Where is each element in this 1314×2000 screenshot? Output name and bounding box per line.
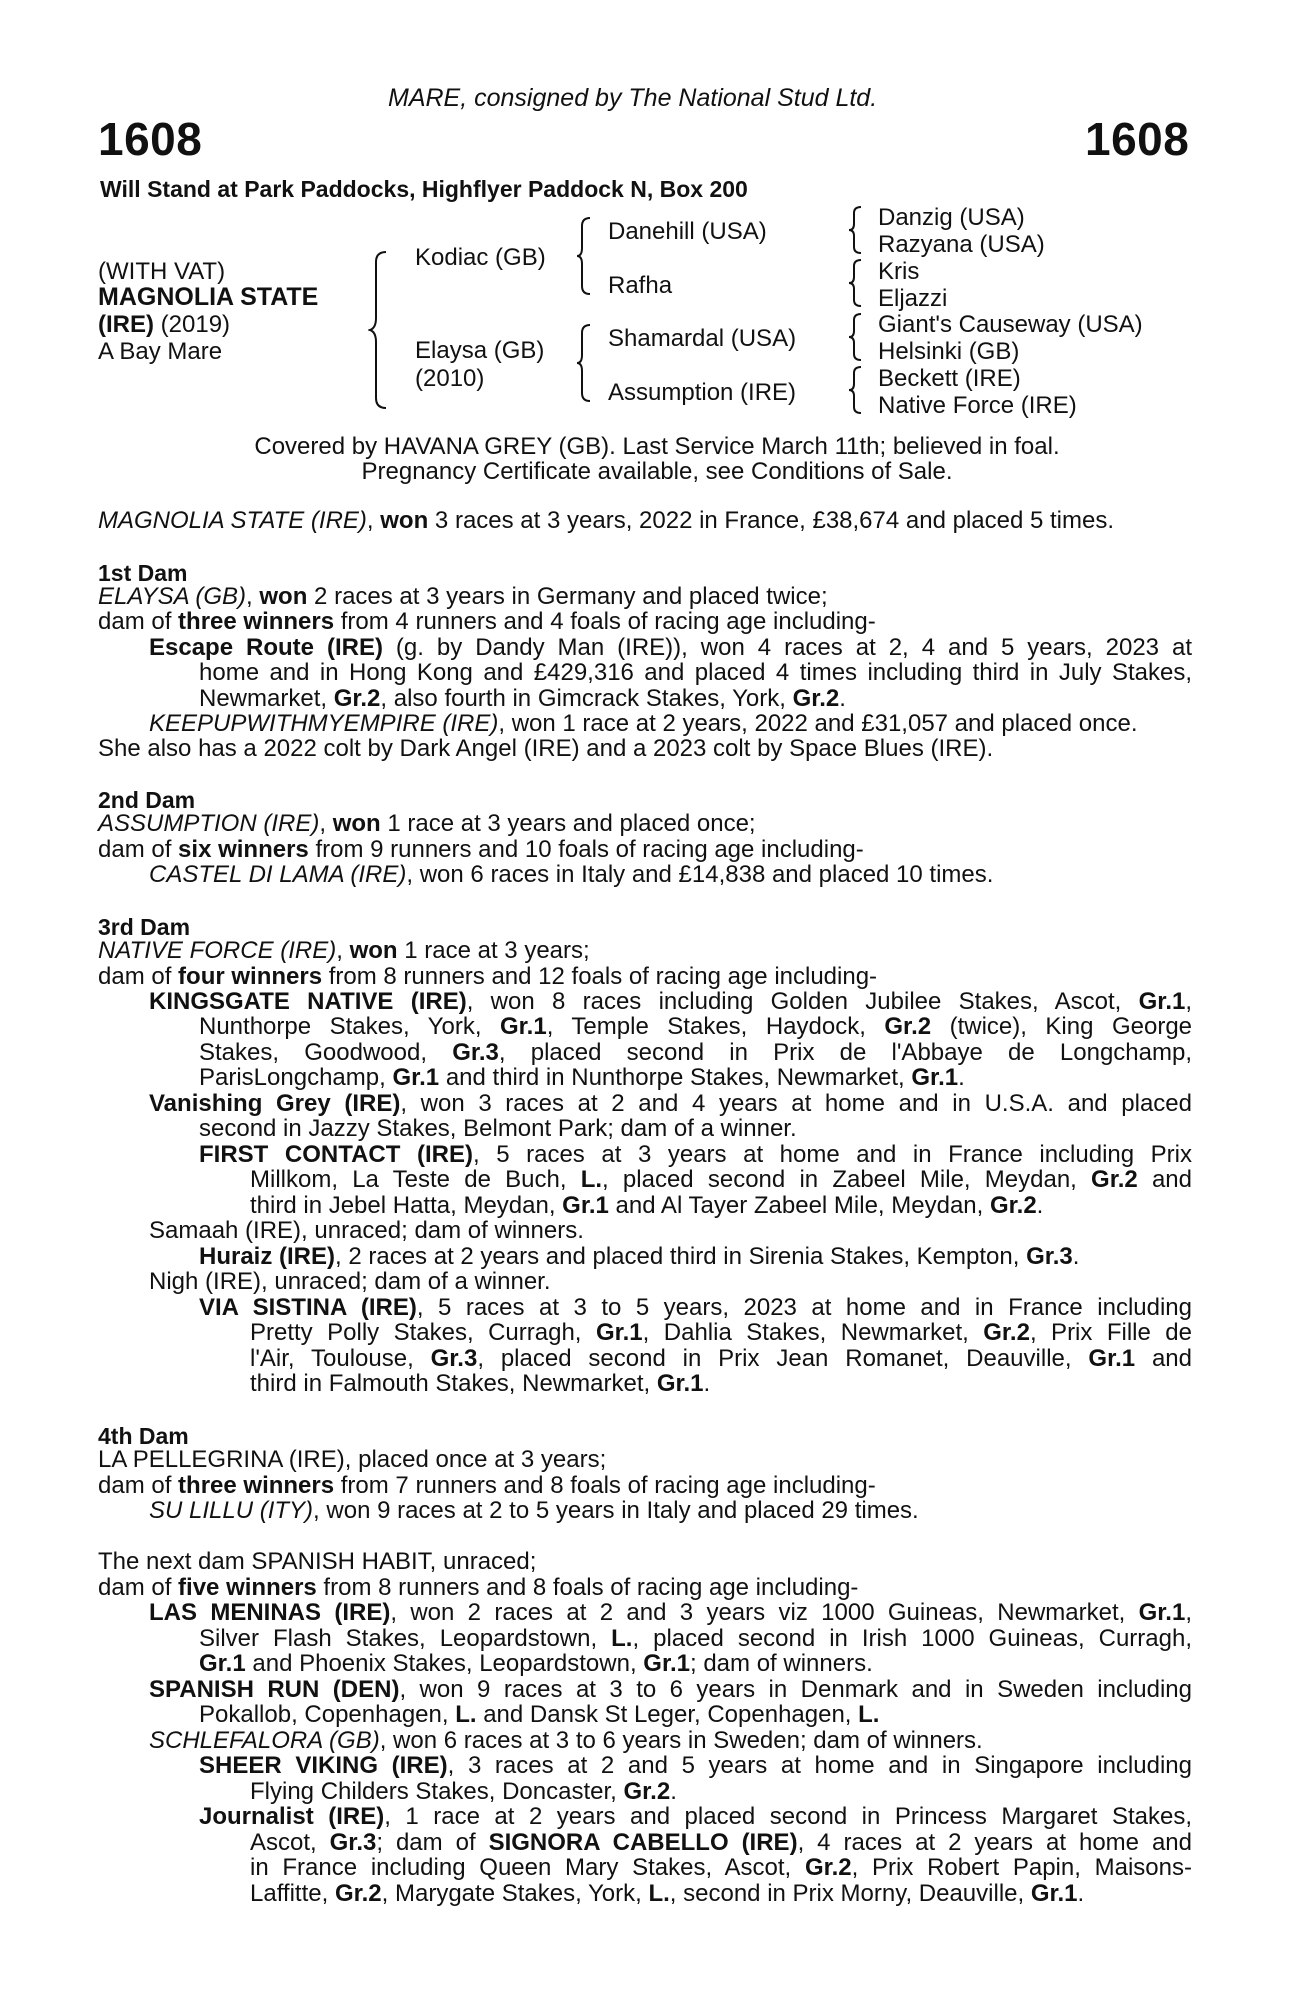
- dam3-line2: dam of four winners from 8 runners and 12 foals of racing age including-: [98, 963, 878, 990]
- dam1-also-line: She also has a 2022 colt by Dark Angel (IRE) and a 2023 colt by Space Blues (IRE).: [98, 735, 994, 762]
- brace-parents: [368, 250, 392, 410]
- horse-origin: [98, 311, 230, 339]
- dam4-line2: dam of three winners from 7 runners and 8 foals of racing age including-: [98, 1472, 876, 1499]
- sire-sire: Danehill (USA): [608, 218, 767, 245]
- dam-year: (2010): [415, 365, 485, 392]
- brace-g3: [848, 312, 864, 362]
- brace-dam-line: [576, 323, 594, 403]
- dam3-huraiz-line: Huraiz (IRE), 2 races at 2 years and placed third in Sirenia Stakes, Kempton, Gr.3.: [199, 1243, 1080, 1270]
- dam1-line1: ELAYSA (GB), won 2 races at 3 years in Germany and placed twice;: [98, 583, 828, 610]
- dam1-keepup-line: KEEPUPWITHMYEMPIRE (IRE), won 1 race at 2 years, 2022 and £31,057 and placed once.: [149, 710, 1138, 737]
- dam3-samaah-line: Samaah (IRE), unraced; dam of winners.: [149, 1217, 584, 1244]
- covering-note: Covered by HAVANA GREY (GB). Last Service March 11th; believed in foal.: [254, 433, 1060, 460]
- dam1-escape-route-line3: Newmarket, Gr.2, also fourth in Gimcrack Stakes, York, Gr.2.: [199, 685, 846, 712]
- sire: Kodiac (GB): [415, 244, 546, 271]
- ggsire-1: Danzig (USA): [878, 204, 1025, 231]
- dam: Elaysa (GB): [415, 337, 545, 364]
- dam5-line2: dam of five winners from 8 runners and 8 foals of racing age including-: [98, 1574, 859, 1601]
- heading-1st-dam: 1st Dam: [98, 560, 188, 586]
- dam2-castel-line: CASTEL DI LAMA (IRE), won 6 races in Italy and £14,838 and placed 10 times.: [149, 861, 994, 888]
- horse-name: MAGNOLIA STATE: [98, 283, 319, 311]
- brace-g1: [848, 205, 864, 255]
- lot-number-right: 1608: [1085, 113, 1190, 165]
- horse-description: A Bay Mare: [98, 338, 223, 365]
- dam2-line1: ASSUMPTION (IRE), won 1 race at 3 years and placed once;: [98, 810, 756, 837]
- stand-location: Will Stand at Park Paddocks, Highflyer Paddock N, Box 200: [100, 176, 748, 202]
- dam3-via-sistina-line3: l'Air, Toulouse, Gr.3, placed second in Prix Jean Romanet, Deauville, Gr.1 and: [250, 1345, 1193, 1372]
- dam3-first-contact-line3: third in Jebel Hatta, Meydan, Gr.1 and Al Tayer Zabeel Mile, Meydan, Gr.2.: [250, 1192, 1044, 1219]
- ggdam-1: Razyana (USA): [878, 231, 1045, 258]
- dam5-journalist-line4: Laffitte, Gr.2, Marygate Stakes, York, L., second in Prix Morny, Deauville, Gr.1.: [250, 1880, 1085, 1907]
- dam3-first-contact-line1: FIRST CONTACT (IRE), 5 races at 3 years at home and in France including Prix: [199, 1141, 1192, 1168]
- dam3-kingsgate-line4: ParisLongchamp, Gr.1 and third in Nunthorpe Stakes, Newmarket, Gr.1.: [199, 1064, 965, 1091]
- ggsire-2: Kris: [878, 258, 920, 285]
- pregnancy-note: Pregnancy Certificate available, see Conditions of Sale.: [361, 458, 953, 485]
- dam5-las-meninas-line2: Silver Flash Stakes, Leopardstown, L., placed second in Irish 1000 Guineas, Curragh,: [199, 1625, 1192, 1652]
- ggdam-4: Native Force (IRE): [878, 392, 1077, 419]
- horse-year: (2019): [160, 311, 231, 338]
- dam5-journalist-line2: Ascot, Gr.3; dam of SIGNORA CABELLO (IRE), 4 races at 2 years at home and: [250, 1829, 1192, 1856]
- dam3-vanishing-line1: Vanishing Grey (IRE), won 3 races at 2 and 4 years at home and in U.S.A. and placed: [149, 1090, 1192, 1117]
- heading-3rd-dam: 3rd Dam: [98, 914, 191, 940]
- dam5-las-meninas-line1: LAS MENINAS (IRE), won 2 races at 2 and 3 years viz 1000 Guineas, Newmarket, Gr.1,: [149, 1599, 1192, 1626]
- brace-g2: [848, 258, 864, 308]
- heading-2nd-dam: 2nd Dam: [98, 787, 196, 813]
- ggsire-4: Beckett (IRE): [878, 365, 1021, 392]
- dam3-kingsgate-line2: Nunthorpe Stakes, York, Gr.1, Temple Stakes, Haydock, Gr.2 (twice), King George: [199, 1013, 1193, 1040]
- horse-country: (IRE): [98, 311, 154, 338]
- dam3-vanishing-line2: second in Jazzy Stakes, Belmont Park; dam of a winner.: [199, 1115, 797, 1142]
- sire-dam: Rafha: [608, 272, 673, 299]
- dam5-journalist-line3: in France including Queen Mary Stakes, Ascot, Gr.2, Prix Robert Papin, Maisons-: [250, 1854, 1192, 1881]
- dam3-first-contact-line2: Millkom, La Teste de Buch, L., placed second in Zabeel Mile, Meydan, Gr.2 and: [250, 1166, 1192, 1193]
- dam-dam: Assumption (IRE): [608, 379, 797, 406]
- dam3-via-sistina-line2: Pretty Polly Stakes, Curragh, Gr.1, Dahlia Stakes, Newmarket, Gr.2, Prix Fille de: [250, 1319, 1192, 1346]
- dam5-line1: The next dam SPANISH HABIT, unraced;: [98, 1548, 537, 1575]
- dam5-spanish-run-line2: Pokallob, Copenhagen, L. and Dansk St Leger, Copenhagen, L.: [199, 1701, 880, 1728]
- dam-sire: Shamardal (USA): [608, 325, 797, 352]
- dam3-via-sistina-line4: third in Falmouth Stakes, Newmarket, Gr.1.: [250, 1370, 711, 1397]
- consignor-line: MARE, consigned by The National Stud Ltd.: [388, 84, 878, 112]
- dam3-line1: NATIVE FORCE (IRE), won 1 race at 3 years;: [98, 937, 590, 964]
- dam4-su-lillu-line: SU LILLU (ITY), won 9 races at 2 to 5 years in Italy and placed 29 times.: [149, 1497, 919, 1524]
- brace-sire-line: [576, 216, 594, 296]
- ggdam-2: Eljazzi: [878, 285, 948, 312]
- vat-note: (WITH VAT): [98, 258, 226, 285]
- dam5-sheer-viking-line1: SHEER VIKING (IRE), 3 races at 2 and 5 years at home and in Singapore including: [199, 1752, 1192, 1779]
- heading-4th-dam: 4th Dam: [98, 1423, 189, 1449]
- dam3-via-sistina-line1: VIA SISTINA (IRE), 5 races at 3 to 5 years, 2023 at home and in France including: [199, 1294, 1192, 1321]
- dam3-kingsgate-line3: Stakes, Goodwood, Gr.3, placed second in Prix de l'Abbaye de Longchamp,: [199, 1039, 1192, 1066]
- dam1-escape-route-line1: Escape Route (IRE) (g. by Dandy Man (IRE)), won 4 races at 2, 4 and 5 years, 2023 at: [149, 634, 1192, 661]
- ggsire-3: Giant's Causeway (USA): [878, 311, 1143, 338]
- dam1-line2: dam of three winners from 4 runners and 4 foals of racing age including-: [98, 608, 876, 635]
- dam5-journalist-line1: Journalist (IRE), 1 race at 2 years and placed second in Princess Margaret Stakes,: [199, 1803, 1192, 1830]
- dam3-kingsgate-line1: KINGSGATE NATIVE (IRE), won 8 races including Golden Jubilee Stakes, Ascot, Gr.1,: [149, 988, 1193, 1015]
- dam5-sheer-viking-line2: Flying Childers Stakes, Doncaster, Gr.2.: [250, 1778, 677, 1805]
- brace-g4: [848, 365, 864, 415]
- dam5-las-meninas-line3: Gr.1 and Phoenix Stakes, Leopardstown, Gr.1; dam of winners.: [199, 1650, 873, 1677]
- dam1-escape-route-line2: home and in Hong Kong and £429,316 and placed 4 times including third in July Stakes,: [199, 659, 1192, 686]
- dam5-schlefalora-line: SCHLEFALORA (GB), won 6 races at 3 to 6 years in Sweden; dam of winners.: [149, 1727, 983, 1754]
- summary-line: MAGNOLIA STATE (IRE), won 3 races at 3 years, 2022 in France, £38,674 and placed 5 times.: [98, 507, 1115, 534]
- dam5-spanish-run-line1: SPANISH RUN (DEN), won 9 races at 3 to 6 years in Denmark and in Sweden including: [149, 1676, 1192, 1703]
- dam2-line2: dam of six winners from 9 runners and 10 foals of racing age including-: [98, 836, 864, 863]
- lot-number-left: 1608: [98, 113, 203, 165]
- dam3-nigh-line: Nigh (IRE), unraced; dam of a winner.: [149, 1268, 551, 1295]
- dam4-line1: LA PELLEGRINA (IRE), placed once at 3 years;: [98, 1446, 607, 1473]
- ggdam-3: Helsinki (GB): [878, 338, 1020, 365]
